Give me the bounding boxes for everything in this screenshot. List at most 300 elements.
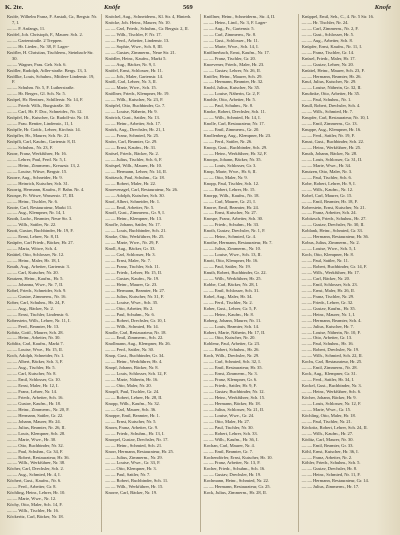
directory-entry: Kobitzsch, Friedr., Schuhm., Hr. 27. xyxy=(301,216,367,222)
directory-entry: — — Ferd., Arbeiter, Gr. 8. xyxy=(7,484,57,490)
directory-entry: — — Gustav, Drechsler, Hr. 19. xyxy=(203,472,262,478)
directory-entry: Knop, Gust., Buchbinder, Gr. 34. xyxy=(105,353,165,359)
directory-entry: — — Louise, Näherin, Hr. 9. xyxy=(105,109,158,115)
directory-entry: — — Robert, Drechsler, Gr. 10, I. xyxy=(105,317,167,323)
directory-entry: — — Wilh., Schmied, Hr. 7. xyxy=(301,109,354,115)
directory-entry: — — Heinr., Schmied, Gr. 4. xyxy=(203,234,256,240)
directory-entry: — — Hermann, Bäcker, Hr. 18. xyxy=(203,400,261,406)
directory-entry: Kochs, Carl, Restaurateur, Hr. 25. xyxy=(301,359,363,365)
directory-entry: — — Aug., Schmied, Hr. 4, I. xyxy=(7,472,61,478)
directory-entry: — — Marie, Wwe., Sch. 14, I. xyxy=(203,43,259,49)
directory-entry: Knolle, Carl, Restaurateur, Nr. 17. xyxy=(203,121,265,127)
directory-entry: — — Hr. Berger., Gl. Sch. Nr. 5. xyxy=(7,91,66,97)
directory-entry: — — Louis, Schlosser, Sch. 12, F. xyxy=(105,371,167,377)
directory-entry: — — Ernst, Kutscher, Nr. 27. xyxy=(203,210,257,216)
directory-entry: Knorrig, Hermann, Kaufm., F. Bahn. Nr. 4. xyxy=(7,186,85,192)
directory-entry: Knorpp, Wilh., Kaufm., Nr. 18. xyxy=(203,192,260,198)
directory-entry: Knoth, Ludw., Beamter, Neue Str. 3. xyxy=(7,216,73,222)
directory-entry: Knüpfer, Carl Friedr., Bäcker, Hr. 27. xyxy=(7,240,74,246)
directory-entry: — — Robert, Lehrer, Hr. 15. xyxy=(203,186,256,192)
directory-entry: — — Paul, Schuhm., Nr. 6. xyxy=(105,311,155,317)
directory-entry: — — Aug., Arbeiter, Sch. 8. xyxy=(301,37,353,43)
directory-entry: — — Gustav, Drechsler, Hr. 8. xyxy=(301,466,358,472)
directory-entry: — — Louise, Wwe., Sch. 5, I. xyxy=(301,246,357,252)
directory-entry: Knörich, Gust., Sattler, Nr. 13. xyxy=(105,115,160,121)
directory-entry: — — Wilh., Kutscher, Nr. 23, F. xyxy=(105,97,164,103)
directory-entry: Knörk, Aug., Drechsler, Hr. 21, I. xyxy=(105,127,166,133)
directory-entry: Knohle, Otto, Arbeiter, Hr. 5. xyxy=(203,97,256,103)
directory-entry: — — Franz, Arbeiter, Sch. 24. xyxy=(301,210,357,216)
directory-entry: Koblitz, Carl, Kaufm., Markt 7. xyxy=(7,341,64,347)
directory-entry: Koch, Otto, Klempner, Hr. 8. xyxy=(301,252,354,258)
directory-entry: — — Otto, Klempner, Hr. 3. xyxy=(105,466,157,472)
directory-entry: Koberg, Johann, Maurer, Nr. 11. xyxy=(203,317,262,323)
directory-entry: — — Heinr., Tischler, Nr. 6. xyxy=(7,198,58,204)
directory-entry: Knopf, Johann, Bäcker, Nr. 8. xyxy=(105,365,159,371)
directory-entry: — — Louis, Schlosser, Nr. 12, F. xyxy=(301,400,362,406)
directory-entry: — — Hermann, Sattler, Gr. 22. xyxy=(7,412,64,418)
directory-entry: — — Otto, Kutscher, Nr. 20. xyxy=(203,335,256,341)
directory-entry: — — Maria, Witwe, Sch. 4. xyxy=(7,246,58,252)
directory-entry: — — Wilh., Schmied, Sch. 22, II. xyxy=(301,353,363,359)
directory-entry: Koch, Wilh., Drechsler, Nr. 29. xyxy=(203,353,260,359)
directory-entry: — — Franz, Tischler, Sch. 11. xyxy=(105,264,160,270)
directory-entry: — — Frau. Rentier, Lindenstr., 11, I. xyxy=(7,121,74,127)
directory-entry: Kocher, Friedr., Schuhm., Sch. 16. xyxy=(203,466,266,472)
directory-entry: — — Robert, Lehrer, Hr. 28, II. xyxy=(105,395,163,400)
directory-entry: — — Carl, Zimmerm., Nr. 8. xyxy=(203,31,257,37)
directory-entry: — — Louise, Näherin, Nr. 10, F. xyxy=(301,329,361,335)
directory-entry: — — Louis, Klempner, Sch. 28. xyxy=(7,430,66,436)
directory-entry: — — Hermann, Beamter, Hr. 32. xyxy=(203,79,264,85)
directory-entry: Knöpfli, Carl, Kaufm., Gartenstr. 8, II. xyxy=(7,139,76,145)
directory-entry: Knofle, Johann, Sattler, Nr. 17. xyxy=(105,222,161,228)
directory-entry: — — Joh., Maler, Gartenstr. 14. xyxy=(105,73,163,79)
directory-entry: Knufinke, Otto, Arbeiter, Hr. 35. xyxy=(301,91,361,97)
directory-entry: — — Robert, Buchbinder, Gr. 14, F. xyxy=(301,264,367,270)
directory-entry: — — Emil, Schlosser, Sch. 31. xyxy=(203,287,260,293)
directory-entry: — — Emil, Zimmerm., Gr. 13. xyxy=(301,121,358,127)
directory-entry: Kock, Aug., Klempner, Gr. 31. xyxy=(301,371,357,377)
directory-entry: — — Heinr., Arbeiter, Nr. 30. xyxy=(7,335,61,341)
directory-entry: — — Friedr. Wilh., Burgstraße. 30. xyxy=(7,103,71,109)
directory-entry: — — Hermann, Restaurateur, Hr. 36. xyxy=(301,234,369,240)
directory-entry: — — Ferd., Sattler, Hr. 34, I. xyxy=(301,377,355,383)
directory-entry: — — Wilh., Tischler, Hr. 16. xyxy=(7,508,59,514)
directory-entry: — — Heinr., Werkführer, Sch. 15. xyxy=(203,395,266,400)
directory-entry: — — Otto, Maler, Nr. 9. xyxy=(203,174,248,180)
directory-entry: — — Sophie, Wwe., Sch. 8, III. xyxy=(105,43,163,49)
directory-entry: Kockel, Gust., Buchbinder, Nr. 3. xyxy=(301,383,362,389)
directory-entry: Knöller, Rudolph, Adler-straße. Bergs. 13, 3. xyxy=(7,67,88,73)
directory-entry: — — Wilh., Schmied, Hr. 14, I. xyxy=(203,115,261,121)
directory-entry: — — Aug., Klempner, Nr. 14, I. xyxy=(7,210,66,216)
directory-entry: Knöpfler, Hr., Maurer, Sch. Nr. 21. xyxy=(7,133,70,139)
directory-entry: — — Marie, Wwe., Hr. 30. xyxy=(7,436,57,442)
directory-entry: Knopff, Paul, Tischler, Gr. 24. xyxy=(105,389,160,395)
directory-entry: — — Wagner, Frau. Geh. Sch. 6. xyxy=(7,61,67,67)
directory-entry: — — Louise, Wwe., Gr. 33, F. xyxy=(105,460,161,466)
directory-entry: — — Paul, Schuhm., Nr. 8. xyxy=(203,103,254,109)
directory-entry: Kochendörfer, Ernst, Kutscher, Hr. 10. xyxy=(203,454,273,460)
directory-entry: Knoke, Robert, Drechsler, Sch. 11. xyxy=(203,109,266,115)
directory-entry: Knutzen, Heinr., Kaufm., Hr. 5. xyxy=(7,275,64,281)
directory-entry: — — Ferd., Beamter, Hr. 13. xyxy=(7,323,60,329)
directory-entry: — — Wilh., Werkführer, Hr. 17. xyxy=(301,269,360,275)
directory-entry: — — Robert, Buchbinder, Sch. 11. xyxy=(105,478,169,484)
directory-entry: — — Hr. Lieder., Nr. 38, F. Lager- xyxy=(7,43,70,49)
directory-entry: Knop, Marie, Wwe., Hr. 6, II. xyxy=(203,168,257,174)
directory-entry: — — Julius, Schlosser, Nr. 21, II. xyxy=(203,406,265,412)
directory-entry: Knorr, Franz, Werkführer, Hr. 16. xyxy=(7,150,67,156)
directory-entry: — — Heinr., Schmied, Nr. 11, F. xyxy=(301,472,361,478)
directory-entry: — — Marie, Wwe., Nr. 12. xyxy=(7,496,57,502)
directory-entry: — — Gustav, Zimmerm., Nr. 16. xyxy=(7,293,67,299)
directory-entry: — — Heinr., Zimmerm., Kreuzstr. 13, 2. xyxy=(7,162,81,168)
directory-entry: — — Louise, Näherin, Gr. 32, II. xyxy=(301,85,362,91)
directory-entry: Köckeritz, Carl, Bäcker, Nr. 18. xyxy=(7,514,64,520)
directory-entry: — — Louis, Schlosser, Gr. 31, II. xyxy=(301,156,363,162)
directory-entry: — — Gustav, Kaufm., Hr. 18. xyxy=(7,400,61,406)
directory-entry: Knoops, Johann, Bäcker, Nr. 35. xyxy=(203,156,262,162)
directory-entry: — — Franz, Tischler, Gr. 20. xyxy=(203,55,256,61)
directory-entry: Knöfel, Joh. Christoph, F., Maurer. Sch. 2. xyxy=(7,31,83,37)
directory-entry: — — Emil, Beamter, Gr. 33. xyxy=(301,442,354,448)
directory-entry: — — Louise, Wwe., Hr. 15, II. xyxy=(7,347,63,353)
directory-entry: Knöpfel, Hr., Kutscher, Gr. Rudolf-str. Nr. 10. xyxy=(7,115,90,121)
directory-entry: — — Wilh., Kaufm., Hr. 36, I. xyxy=(203,436,259,442)
directory-entry: — — Carl, Zimmerm., Nr. 2, F. xyxy=(301,25,359,31)
directory-entry: — — Johanna, Wwe., Nr. 7, II. xyxy=(7,281,64,287)
directory-entry: — — Paul, Schuhm., Nr. 1. xyxy=(301,97,352,103)
directory-entry: — — Otto, Arbeiter, Hr. 2. xyxy=(105,305,154,311)
directory-entry: — — Gustav, Zimmerm., Neue Str. 21. xyxy=(105,49,176,55)
directory-entry: Knöchel, Aug., Schneiderm., Kl. Str. 4, Hinterh. xyxy=(105,14,192,19)
column-1 xyxy=(4,14,101,532)
directory-entry: — — Gust., Schlosser, Hr. 5. xyxy=(301,31,355,37)
directory-entry: Köhl, Ernst, Kutscher, Hr. 36, I. xyxy=(301,448,359,454)
directory-entry: — — Friedr., Arbeiter, Sch. 16. xyxy=(7,395,64,400)
directory-entry: Knüsel, Friedr., Maler, Hr. 17. xyxy=(301,55,356,61)
directory-entry: — — Otto, Maler, Hr. 27. xyxy=(203,418,250,424)
header-catchword-right: Knofe xyxy=(374,4,391,11)
directory-entry: — — Heinr., Maurer, Nr. 1, I. xyxy=(301,311,356,317)
directory-entry: Knöfler, Heinr., Maurer, Sch. 29. xyxy=(203,73,263,79)
directory-entry: Knöfler, H. Christian, Tischlerm., Steinbach-Str. 30. xyxy=(7,49,94,61)
directory-entry: — — Wilh., Tischler, F. Nr. 17. xyxy=(105,31,162,37)
directory-entry: Koberstein, Wilh., Lehrer, Nr. 11, I. xyxy=(7,317,71,323)
directory-entry: — — Ernst, Zimmerm., Nr. 3. xyxy=(203,371,258,377)
directory-entry: — — Heinr., Maurer, Gr. 23. xyxy=(105,281,158,287)
directory-entry: — — Marie, Wwe., Gr. 15. xyxy=(301,406,351,412)
directory-entry: — — Friedr., Schuhm., Hr. 33. xyxy=(203,222,260,228)
directory-entry: — — Heinr., Werkführer, Sch. 6. xyxy=(301,389,362,395)
directory-entry: Knöllke, Louis, Schuhm., Mittlere Lindenstr. 19, F. xyxy=(7,73,95,85)
directory-entry: Knote, Carl, Restaurateur, Markt 11. xyxy=(7,204,73,210)
directory-entry: — — Wilh., Werkführer, Hr. 15. xyxy=(105,484,164,490)
directory-entry: — — Ernst, Maler, Hr. 26, II. xyxy=(301,287,355,293)
directory-entry: — — Paul, Schuhm., Hr. 16. xyxy=(301,341,354,347)
directory-entry: Knöllner, Friedr., Klempner, Hr. 19. xyxy=(105,91,170,97)
directory-entry: Knöpfel, Otto, Buchbinder, Gr. 7. xyxy=(105,103,166,109)
directory-entry: — — Carl, Schlosser, Hr. 3. xyxy=(105,252,156,258)
directory-entry: — — Wilh., Kaufm., Nr. 12. xyxy=(301,186,354,192)
directory-entry: — — Gustav, Kaufm., Hr. 35. xyxy=(301,305,356,311)
directory-entry: — — Marie, Näherin, Hr. 16. xyxy=(105,377,159,383)
directory-entry: — — Emil, Schlosser, Gr. 10. xyxy=(7,377,61,383)
directory-entry: Knuth, Aug., Arbeiter, Gartenstr. 3. xyxy=(7,264,70,270)
directory-entry: — — Julius, Zimmerm., Nr. 10. xyxy=(203,246,262,252)
directory-entry: — — Paul, Sattler, Nr. 7. xyxy=(105,472,151,478)
directory-entry: — — Aug., Tischler, Hr. 5. xyxy=(7,365,56,371)
directory-entry: Knöll, Carl, Lehrer, Nr. 3, II. xyxy=(105,79,157,85)
directory-entry: — — Emil, Arbeiter, Nr. 5. xyxy=(105,204,155,210)
directory-entry: — — Ferd., Sattler, Nr. 19, F. xyxy=(301,133,355,139)
directory-entry: — — Paul, Tischler, Nr. 21. xyxy=(301,418,352,424)
directory-entry: Knof, Albert, Schneider, Hr. 1. xyxy=(105,198,161,204)
directory-entry: — — Franz, Klempner, Gr. 6. xyxy=(203,377,258,383)
directory-entry: — — Hermann, Lehrer, Nr. 14, II. xyxy=(105,168,167,174)
directory-entry: — — Hermann, Restaurateur, Gr. 14. xyxy=(301,478,369,484)
directory-entry: Knüttel, Heinr., Maurer, Sch. 23, F. xyxy=(301,67,365,73)
directory-entry: — — Robert, Maler, Hr. 22. xyxy=(105,180,156,186)
directory-entry: — — Louis, Buchbinder, Sch. 21. xyxy=(105,228,167,234)
directory-entry: Köcher, Johann, Bäcker, Hr. 9. xyxy=(301,395,357,400)
directory-entry: — — Gust., Schlosser., Hr. 11. xyxy=(203,37,259,43)
directory-entry: Knorr, Hermann, Restaurateur, Hr. 25. xyxy=(105,448,174,454)
directory-entry: Knutzen, Otto, Maler, Nr. 3. xyxy=(301,168,353,174)
directory-entry: — — Emil, Zimmerm., Sch. 22. xyxy=(105,335,164,341)
directory-entry: Knorre, Carl, Bäcker, Nr. 19. xyxy=(105,490,158,496)
directory-entry: Kobel, Aug., Maler, Hr. 34. xyxy=(203,293,253,299)
directory-entry: Knoth, Gustav, Drechsler, Nr. 1, F. xyxy=(203,228,266,234)
directory-entry: Knüttel, Otto, Schlosser, Nr. 12. xyxy=(7,252,65,258)
directory-entry: Knopp, Paul, Tischler, Sch. 12. xyxy=(203,180,260,186)
directory-entry: — — Friedr., Schuhm., Hr. 13, I. xyxy=(105,430,165,436)
directory-entry: Kock, Julius, Zimmerm., Hr. 28, II. xyxy=(203,490,267,496)
directory-entry: Knöcke, Joh. Heinr., Maurer, Nr. 10. xyxy=(105,19,171,25)
directory-entry: — — Ernst, Kutscher, Nr. 5. xyxy=(105,418,157,424)
directory-entry: — — Heinr., Werkführer, Hr. 4. xyxy=(105,359,163,365)
directory-entry: Kober, Carl, Schuhm., Hr. 24, F. xyxy=(7,299,65,305)
directory-entry: — — Robert, Restaurateur, Hr. 36. xyxy=(7,454,70,460)
directory-entry: Knösel, Friedr., Bäcker, Nr. 2. xyxy=(105,150,159,156)
directory-entry: Knull, Robert, Drechsler, Sch. 4. xyxy=(301,103,361,109)
directory-entry: — — Paul, Tischler, Sch. 6. xyxy=(301,174,352,180)
directory-entry: — — Louise, Wwe., Gr. 24. xyxy=(203,412,255,418)
directory-entry: — — Carl, Friedr., Schuhm., Gr. Bergstr. 2, II. xyxy=(105,25,189,31)
directory-entry: Knoop, Gust., Buchbinder, Sch. 29. xyxy=(203,144,268,150)
directory-entry: — — Carl, Bäcker, Nr. 20. xyxy=(301,275,350,281)
directory-entry: — — F. Anfangs, 11. xyxy=(7,25,46,31)
directory-entry: Kobert, Marie, Näherin, Hr. 17, II. xyxy=(203,329,266,335)
directory-entry: Knolle, Carl, Restaurateur, Nr. 18. xyxy=(105,329,167,335)
directory-entry: Köckritz, Robert, Lehrer, Sch. 24, II. xyxy=(301,424,368,430)
directory-entry: Koblenz, Paul, Arbeiter, Gr. 23. xyxy=(203,341,261,347)
directory-entry: — — Heinr., Zimmerm., Nr. 20, F. xyxy=(7,406,70,412)
directory-entry: — — Heinr., Werkführer, Hr. 25. xyxy=(301,144,362,150)
directory-entry: Knoppe, Emil, Beamter, Hr. 1. xyxy=(105,412,160,418)
directory-entry: — — Julius, Kutscher, Hr. 7. xyxy=(301,323,354,329)
directory-entry: Knöspel, Wilh., Maurer, Hr. 10. xyxy=(105,162,162,168)
directory-entry: — — Carl, Maurer, Gr. 21, I. xyxy=(203,198,256,204)
directory-entry: — — Wilh., Sattler, Nr. 22. xyxy=(7,222,57,228)
directory-entry: Kobe, Robert, Lehrer, Hr. 9, I. xyxy=(301,180,356,186)
directory-entry: — — Gustav, Lehrer, Nr. 26, II. xyxy=(203,67,261,73)
header-section-mark: K. 2te. xyxy=(5,4,24,11)
directory-entry: Kobbe, Carl, Bäcker, Nr. 28, I. xyxy=(203,281,259,287)
directory-entry: — — Ernst, Tischler, Lindenstr. 6. xyxy=(7,311,69,317)
directory-entry: — — Gartenstraße. 2 Treppen. xyxy=(7,37,63,43)
directory-entry: Kober, Gust., Lehrer, Gr. 5, F. xyxy=(203,305,257,311)
directory-entry: — — Ernst, Kaufm., Hr. 31. xyxy=(105,144,157,150)
directory-entry: Knödler, Heinr., Kaufm., Markt 5. xyxy=(105,55,167,61)
directory-entry: — — Heinr., Werkführer, Hr. 32, F. xyxy=(203,150,268,156)
directory-entry: — — Robert, Schuhm., Hr. 26. xyxy=(203,347,260,353)
directory-entry: — — Marie, Wwe., Hr. 34. xyxy=(301,162,351,168)
directory-entry: Knust, Gust., Buchbinder, Sch. 22. xyxy=(301,139,364,145)
directory-entry: Knoke, Otto, Werkführer, Hr. 25. xyxy=(105,234,165,240)
directory-entry: — — Robert, Drechsler, Nr. 19. xyxy=(301,347,360,353)
header-catchword-left: Knöfe xyxy=(104,4,121,11)
directory-entry: — — Friedr., Lehrer, Hr. 15, II. xyxy=(105,269,162,275)
directory-entry: — — Ferd., Sattler, Nr. 30. xyxy=(105,347,154,353)
directory-entry: — — Gustav, Buchbinder, Nr. 12. xyxy=(203,389,265,395)
directory-entry: — — Wilh., Schmied, Hr. 14. xyxy=(105,323,159,329)
directory-entry: Köditz, Carl, Maurer, Nr. 30. xyxy=(301,436,354,442)
column-4 xyxy=(298,14,396,532)
directory-entry: — — Heinr., Maler, Hr. 18, I. xyxy=(7,258,61,264)
directory-entry: — — Carl, Kutscher, Nr. 20. xyxy=(7,269,59,275)
directory-entry: — — Ernst, Maler, Nr. 7. xyxy=(105,258,151,264)
directory-entry: — — Johann, Maurer, Hr. 24. xyxy=(7,418,61,424)
directory-entry: — — Ernst, Lehrer, Nr. 8, II. xyxy=(7,234,60,240)
directory-entry: — — Heinr., Klempner, Hr. 13. xyxy=(105,216,163,222)
directory-entry: Knollenberg, Aug., Klempner, Hr. 23. xyxy=(203,133,272,139)
directory-entry: — — Emil, Zimmerm., Gr. 20. xyxy=(203,127,260,133)
directory-entry: — — Adolph, Kutscher, Sch. 30. xyxy=(105,192,165,198)
directory-entry: — — Lehrer, Paul, Ferd. Nr. 5, I. xyxy=(7,156,67,162)
directory-entry: — — Franz, Arbeiter, Nr. 13, F. xyxy=(203,460,261,466)
directory-entry: — — Carl, Hr. F. Dor., Schneider., Nr. 12. xyxy=(7,109,83,115)
directory-entry: — — Wilh., Werkführer, Nr. 38. xyxy=(7,460,66,466)
directory-entry: Knorpel, Gustav, Drechsler, Nr. 17. xyxy=(105,436,169,442)
directory-entry: Knollmann, Aug., Klempner, Hr. 26. xyxy=(105,341,171,347)
directory-entry: Knöfel, Ernst, Schlosser, Hr. 11. xyxy=(105,67,163,73)
directory-entry: — — Emil, Zimmerm., Nr. 28. xyxy=(301,365,358,371)
directory-entry: Knuppe, Aug., Klempner, Hr. 16. xyxy=(301,127,362,133)
directory-entry: — — Otto, Arbeiter, Gr. 13. xyxy=(301,335,353,341)
directory-entry: Kobus, Julius, Zimmerm., Nr. 2. xyxy=(301,240,360,246)
directory-entry: — — Julius, Zimmerm., Hr. 17. xyxy=(301,484,360,490)
directory-entry: — — Hermann, Beamter, Hr. 27. xyxy=(105,287,165,293)
directory-entry: — — Paul, Tischler, Nr. 30. xyxy=(203,424,254,430)
directory-entry: — — Louise, Wwe., Sch. 35. xyxy=(105,299,159,305)
directory-entry: — — Ferd., Arbeiter, Lindenstr. 13. xyxy=(105,37,170,43)
directory-entry: — — Emil, Restaurateur, Hr. 35. xyxy=(203,365,263,371)
directory-entry: — — Hr. Tischler, Nr. 24. xyxy=(301,19,349,25)
column-2 xyxy=(101,14,199,532)
directory-entry: Knöfe, Wilhelm Franz, F. Anstalt, Gr., Bergstr. Nr. 7, I. xyxy=(7,14,97,25)
directory-entry: — — Gustav, Kaufm., Nr. 19. xyxy=(105,275,160,281)
directory-entry: Knöllnerbach, Ernst, Kaufm., Nr. 17. xyxy=(203,49,270,55)
directory-entry: — — Emil, Schlosser, Sch. 23. xyxy=(301,281,358,287)
directory-entry: — — Julius, Zimmerm., Nr. 29. xyxy=(105,454,163,460)
directory-entry: — — Hermann, Beamter, Sch. 4. xyxy=(301,317,362,323)
directory-entry: — — Marie, Wwe., Sch. 15. xyxy=(105,85,157,91)
directory-columns xyxy=(4,14,396,532)
directory-entry: — — Franz, Arbeiter, Nr. 2. xyxy=(301,454,353,460)
directory-entry: Kochan, Carl, Maurer, Nr. 4. xyxy=(203,442,255,448)
directory-entry: Knott, Otto, Klempner, Hr. 16. xyxy=(203,258,259,264)
directory-entry: — — Schuhm., Nr. 23, F. xyxy=(7,144,53,150)
directory-entry: Kochmann, Heinr., Schmied, Nr. 22. xyxy=(203,478,269,484)
directory-entry: Knoevener, Friedr., Maler, Hr. 23. xyxy=(203,61,265,67)
directory-entry: Knörr, Carl, Beamter, Gr. 29. xyxy=(105,139,158,145)
directory-entry: Knuth, Johann, Bäcker, Nr. 28. xyxy=(301,150,358,156)
directory-entry: — — Louis, Beamter, Sch. 14. xyxy=(203,323,259,329)
directory-entry: Knoll, Aug., Bäcker, Gr. 33. xyxy=(105,246,156,252)
directory-entry: — — Heinr., Arbeiter, Sch. 17. xyxy=(105,121,161,127)
directory-entry: Knöpel, Hr. Rentner., Schillerstr. Nr. 14, F. xyxy=(7,97,84,103)
directory-entry: Köchy, Otto, Maler, Sch. 14, F. xyxy=(7,502,63,508)
directory-entry: Knorre, Emil, Beamter, Hr. 24. xyxy=(203,204,259,210)
page-number: 569 xyxy=(183,4,193,11)
directory-entry: — — Franz, Tischler, Gr. 14. xyxy=(301,49,355,55)
directory-entry: Knospe, Fr. Witwe, Wasserstr. 17, III. xyxy=(7,192,75,198)
directory-entry: Knoevenagel, Carl, Restaurateur, Nr. 26. xyxy=(105,186,178,192)
directory-entry: — — Otto, Buchbinder, Nr. 32. xyxy=(7,442,64,448)
directory-entry: — — Louise, Näherin, Gr. 2, F. xyxy=(203,91,261,97)
directory-entry: Köcher, Carl, Drechsler, Sch. 2. xyxy=(7,466,64,472)
directory-entry: — — Gustav, Lehrer, Nr. 20. xyxy=(301,61,354,67)
directory-entry: — — Gustav, Drechsler, Nr. 30, II. xyxy=(301,222,365,228)
directory-entry: — — Aug., Fr., Gartenstr. 5. xyxy=(203,25,255,31)
directory-entry: Knorre, Aug., Schneider, Hr. 9. xyxy=(7,174,63,180)
directory-entry: — — Heinr., Kaufm., Hr. 8. xyxy=(203,311,254,317)
directory-entry: — — Wilh., Kaufm., Hr. 27. xyxy=(301,430,354,436)
directory-entry: — — Ernst, Maler, Hr. 12, I. xyxy=(7,383,59,389)
directory-entry: Knohl, Julius, Kutscher, Nr. 35. xyxy=(203,85,261,91)
directory-entry: — — Schuhm. Nr. 5, F. Lutherstraße. xyxy=(7,85,75,91)
directory-entry: — — Aug., Bäcker, Nr. 2. xyxy=(7,305,54,311)
page-header xyxy=(5,2,395,13)
directory-entry: — — Julius, Tischler, Sch. 6, F. xyxy=(105,156,163,162)
directory-entry: Koblank, Heinr., Schmied, Gr. 33. xyxy=(301,228,363,234)
directory-entry: — — Aug., Bäcker, Nr. 9, I. xyxy=(105,61,156,67)
directory-entry: — — Franz, Schmied, Nr. 25. xyxy=(105,133,160,139)
directory-entry: Knüppel, Emil, Seh., C., 4. Nr. 5 Str. 16. xyxy=(301,14,374,19)
directory-entry: — — Hermann, Beamter, Hr. 26. xyxy=(301,73,362,79)
directory-entry: — — Julius, Beamter, Nr. 26, II. xyxy=(7,424,66,430)
directory-entry: — — Louise, Wwe., Sch. 13, II. xyxy=(203,252,262,258)
directory-entry: — — Otto, Maler, Nr. 20. xyxy=(105,383,152,389)
directory-entry: Knott, Gustav, Buchbinder, Hr. 19, F. xyxy=(7,228,74,234)
directory-entry: — — Louis, Schlosser, Gr. 3. xyxy=(203,162,257,168)
directory-entry: — — Albert, Bäcker, Sch. 3, F. xyxy=(7,359,63,365)
directory-entry: — — Heinrich, Kutscher, Sch. 31. xyxy=(7,180,69,186)
directory-entry: — — Carl, Kutscher, Nr. 8. xyxy=(7,371,57,377)
directory-entry: Kobitz, Gottl., Maurer, Sch. 28. xyxy=(7,329,64,335)
directory-entry: Knupfer, Carl, Restaurateur, Nr. 10, I. xyxy=(301,115,370,121)
directory-entry: Knöllner, Heinr., Schneiderm., Str. 4, II. xyxy=(203,14,276,19)
directory-entry: Knospe, Franz, Arbeiter, Sch. 30. xyxy=(203,216,264,222)
directory-entry: — — Hermann, Restaurateur, Gr. 25. xyxy=(203,484,271,490)
directory-entry: Knuf, Julius, Kutscher, Nr. 29. xyxy=(301,79,357,85)
directory-entry: — — Ferd., Sattler, Nr. 26. xyxy=(203,139,253,145)
directory-entry: Kobel, Carl, Maurer, Gr. 15. xyxy=(301,192,353,198)
directory-entry: — — Heinr., Schmied, Sch. 21. xyxy=(105,442,163,448)
